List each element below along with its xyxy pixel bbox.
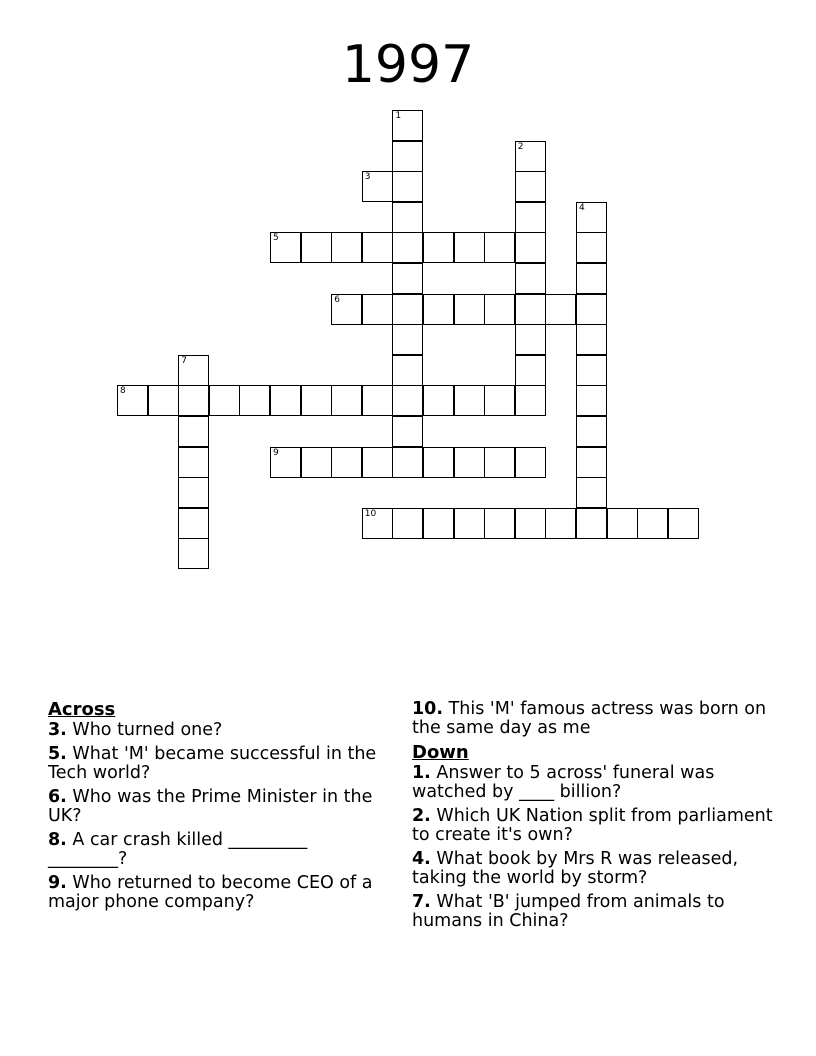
clue-text: Which UK Nation split from parliament to create it's own?: [412, 806, 773, 845]
grid-cell[interactable]: [392, 447, 423, 478]
grid-cell[interactable]: [301, 447, 332, 478]
cell-number: 5: [273, 233, 279, 244]
grid-cell[interactable]: [454, 294, 485, 325]
clue-text: Who returned to become CEO of a major phone company?: [48, 873, 373, 912]
grid-cell[interactable]: [331, 447, 362, 478]
grid-cell[interactable]: [362, 294, 393, 325]
grid-cell[interactable]: [545, 508, 576, 539]
clue-text: Who turned one?: [72, 720, 223, 740]
grid-cell[interactable]: [454, 232, 485, 263]
clues-left-column: [48, 700, 378, 917]
grid-cell[interactable]: [209, 385, 240, 416]
grid-cell[interactable]: [484, 447, 515, 478]
across-clue-8: [48, 831, 378, 869]
clue-text: A car crash killed _________ ________?: [48, 830, 308, 869]
grid-cell[interactable]: [423, 385, 454, 416]
grid-cell[interactable]: [392, 385, 423, 416]
grid-cell[interactable]: [454, 385, 485, 416]
across-clue-3: [48, 721, 378, 740]
grid-cell[interactable]: [668, 508, 699, 539]
grid-cell[interactable]: [515, 232, 546, 263]
clue-text: This 'M' famous actress was born on the same day as me: [412, 699, 767, 738]
cell-number: 10: [364, 508, 377, 519]
grid-cell[interactable]: [392, 355, 423, 386]
grid-cell[interactable]: [515, 508, 546, 539]
grid-cell[interactable]: [178, 538, 209, 569]
grid-cell[interactable]: [331, 232, 362, 263]
grid-cell[interactable]: [484, 232, 515, 263]
grid-cell[interactable]: [484, 385, 515, 416]
cell-number: 8: [120, 386, 126, 397]
across-clue-9: [48, 874, 378, 912]
grid-cell[interactable]: [423, 294, 454, 325]
grid-cell[interactable]: [362, 232, 393, 263]
across-clue-10: [412, 700, 782, 738]
grid-cell[interactable]: [331, 385, 362, 416]
clues-right-column: [412, 700, 782, 936]
grid-cell[interactable]: [362, 508, 393, 539]
grid-cell[interactable]: [362, 447, 393, 478]
cell-number: 1: [395, 111, 402, 121]
grid-cell[interactable]: [576, 477, 607, 508]
grid-cell[interactable]: [576, 294, 607, 325]
grid-cell[interactable]: [239, 385, 270, 416]
grid-cell[interactable]: [392, 141, 423, 172]
grid-cell[interactable]: [515, 171, 546, 202]
cell-number: 2: [517, 141, 524, 152]
clue-text: What 'B' jumped from animals to humans in China?: [412, 892, 725, 931]
cell-number: 4: [579, 202, 585, 213]
grid-cell[interactable]: [178, 477, 209, 508]
cell-number: 7: [181, 355, 187, 366]
grid-cell[interactable]: [270, 447, 301, 478]
across-heading: Across: [48, 699, 116, 720]
grid-cell[interactable]: [454, 447, 485, 478]
grid-cell[interactable]: [392, 324, 423, 355]
down-clue-2: [412, 807, 782, 845]
grid-cell[interactable]: [545, 294, 576, 325]
cell-number: 3: [364, 172, 371, 183]
cell-number: 9: [273, 447, 279, 458]
grid-cell[interactable]: [576, 202, 607, 233]
grid-cell[interactable]: [392, 110, 423, 141]
grid-cell[interactable]: [454, 508, 485, 539]
down-clue-7: [412, 893, 782, 931]
clue-number: 5.: [48, 744, 67, 764]
grid-cell[interactable]: [178, 508, 209, 539]
grid-cell[interactable]: [576, 447, 607, 478]
grid-cell[interactable]: [392, 171, 423, 202]
clue-number: 8.: [48, 830, 67, 850]
grid-cell[interactable]: [117, 385, 148, 416]
clue-number: 4.: [412, 849, 431, 869]
grid-cell[interactable]: [392, 416, 423, 447]
grid-cell[interactable]: [515, 385, 546, 416]
grid-cell[interactable]: [392, 232, 423, 263]
grid-cell[interactable]: [515, 294, 546, 325]
across-clue-5: [48, 745, 378, 783]
grid-cell[interactable]: [484, 508, 515, 539]
grid-cell[interactable]: [178, 447, 209, 478]
clue-text: Answer to 5 across' funeral was watched by ____ billion?: [412, 763, 715, 802]
grid-cell[interactable]: [576, 324, 607, 355]
grid-cell[interactable]: [270, 232, 301, 263]
puzzle-title: 1997: [341, 35, 475, 95]
grid-cell[interactable]: [576, 416, 607, 447]
clue-number: 1.: [412, 763, 431, 783]
clue-number: 7.: [412, 892, 431, 912]
grid-cell[interactable]: [178, 385, 209, 416]
grid-cell[interactable]: [637, 508, 668, 539]
grid-cell[interactable]: [515, 355, 546, 386]
clue-number: 3.: [48, 720, 67, 740]
grid-cell[interactable]: [362, 171, 393, 202]
down-heading: Down: [412, 742, 469, 763]
grid-cell[interactable]: [392, 294, 423, 325]
grid-cell[interactable]: [576, 508, 607, 539]
cell-number: 6: [334, 294, 340, 305]
clue-number: 2.: [412, 806, 431, 826]
clue-number: 10.: [412, 699, 444, 719]
grid-cell[interactable]: [148, 385, 179, 416]
grid-cell[interactable]: [331, 294, 362, 325]
grid-cell[interactable]: [576, 355, 607, 386]
grid-cell[interactable]: [607, 508, 638, 539]
grid-cell[interactable]: [178, 416, 209, 447]
clue-text: What 'M' became successful in the Tech world?: [48, 744, 377, 783]
grid-cell[interactable]: [423, 508, 454, 539]
grid-cell[interactable]: [576, 232, 607, 263]
grid-cell[interactable]: [178, 355, 209, 386]
grid-cell[interactable]: [270, 385, 301, 416]
grid-cell[interactable]: [423, 447, 454, 478]
clue-text: What book by Mrs R was released, taking the world by storm?: [412, 849, 739, 888]
grid-cell[interactable]: [301, 232, 332, 263]
clue-text: Who was the Prime Minister in the UK?: [48, 787, 373, 826]
across-clue-6: [48, 788, 378, 826]
grid-cell[interactable]: [301, 385, 332, 416]
grid-cell[interactable]: [576, 385, 607, 416]
clue-number: 9.: [48, 873, 67, 893]
grid-cell[interactable]: [392, 508, 423, 539]
grid-cell[interactable]: [484, 294, 515, 325]
grid-cell[interactable]: [515, 202, 546, 233]
grid-cell[interactable]: [362, 385, 393, 416]
grid-cell[interactable]: [392, 263, 423, 294]
grid-cell[interactable]: [392, 202, 423, 233]
grid-cell[interactable]: [515, 141, 546, 172]
clue-number: 6.: [48, 787, 67, 807]
down-clue-4: [412, 850, 782, 888]
grid-cell[interactable]: [515, 447, 546, 478]
grid-cell[interactable]: [515, 324, 546, 355]
grid-cell[interactable]: [423, 232, 454, 263]
down-clue-1: [412, 764, 782, 802]
grid-cell[interactable]: [515, 263, 546, 294]
grid-cell[interactable]: [576, 263, 607, 294]
